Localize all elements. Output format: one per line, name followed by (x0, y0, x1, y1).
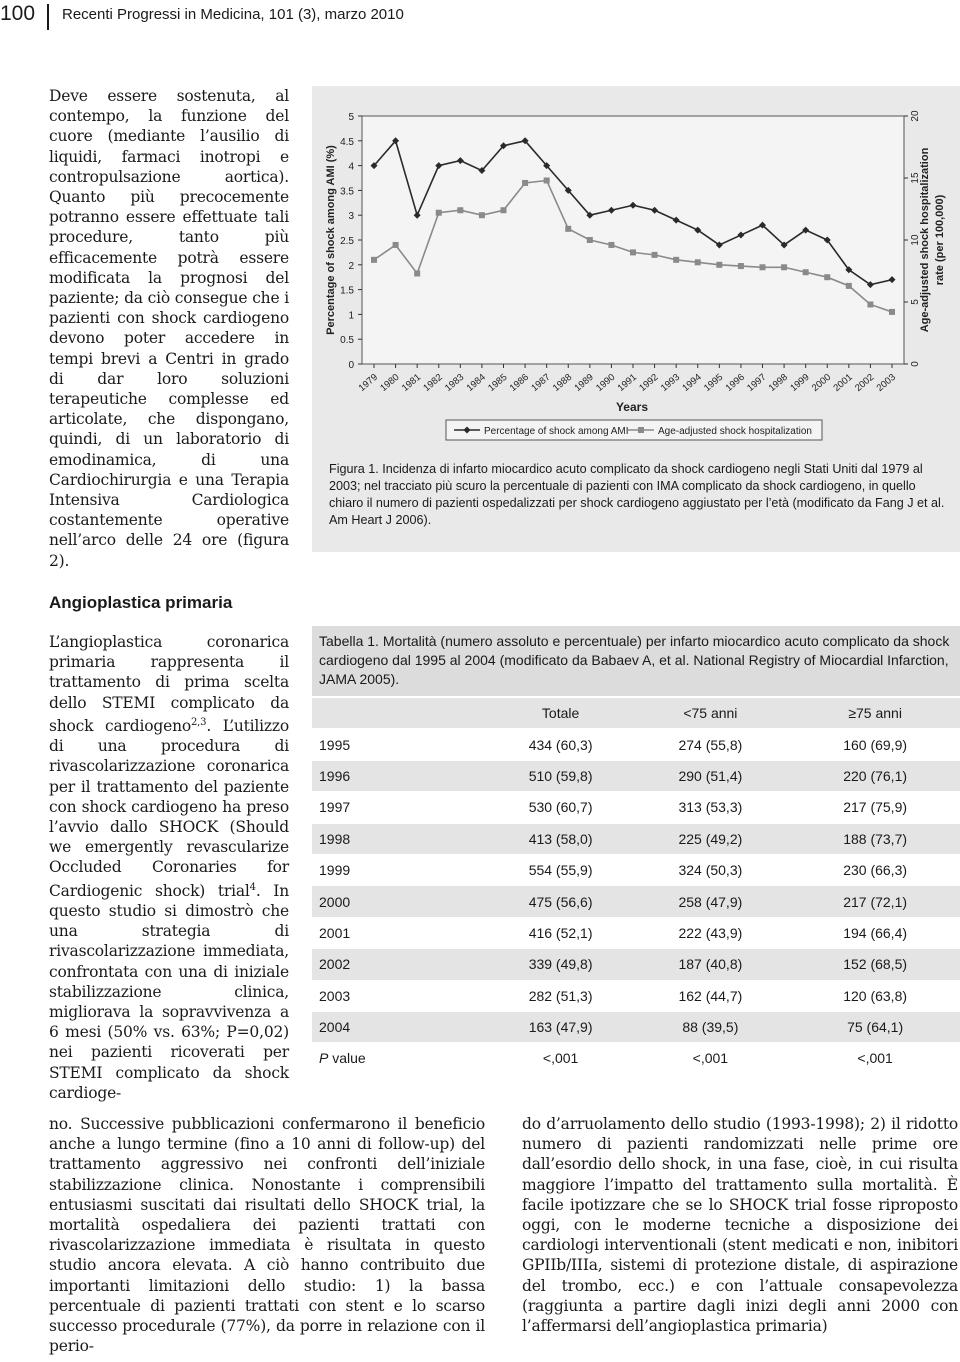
series-2-point (457, 207, 463, 213)
x-axis-tick-label: 1979 (356, 371, 380, 394)
table-cell: 225 (49,2) (678, 830, 743, 847)
x-axis-tick-label: 1999 (788, 371, 812, 394)
left-axis-tick-label: 3 (348, 211, 354, 223)
section-heading: Angioplastica primaria (49, 593, 233, 612)
series-2-point (544, 177, 550, 183)
table-cell: 2004 (319, 1019, 351, 1036)
table-cell: 194 (66,4) (843, 924, 908, 941)
body-paragraph-2-part-a: L’angioplastica coronarica primaria rappresenta il trattamento di prima scelta dello STEMI complicato da shock cardiogeno (49, 633, 289, 735)
table-cell: 339 (49,8) (528, 956, 593, 973)
table-row (312, 980, 960, 1011)
x-axis-tick-label: 1988 (550, 371, 575, 394)
table-cell: 1995 (319, 736, 351, 753)
x-axis-tick-label: 1994 (680, 371, 704, 394)
table-header-row (312, 698, 960, 729)
table-cell: 2000 (319, 893, 351, 910)
left-axis-tick-label: 4.5 (340, 136, 354, 148)
left-axis-tick-label: 2 (348, 260, 354, 272)
table-cell: 554 (55,9) (528, 862, 593, 879)
citation-superscript: 2,3 (191, 716, 207, 728)
table-row (312, 886, 960, 917)
table-cell: 313 (53,3) (678, 799, 743, 816)
series-2-point (587, 237, 593, 243)
table-cell: 217 (75,9) (843, 799, 908, 816)
right-axis-tick-label: 20 (910, 110, 921, 122)
x-axis-tick-label: 2001 (831, 371, 855, 394)
series-2-point (652, 252, 658, 258)
x-axis-tick-label: 1982 (421, 371, 445, 394)
table-cell: 324 (50,3) (678, 862, 743, 879)
x-axis-title: Years (615, 400, 649, 414)
right-axis-tick-label: 5 (910, 299, 921, 305)
series-2-point (522, 180, 528, 186)
x-axis-tick-label: 1996 (723, 371, 747, 394)
left-axis-tick-label: 2.5 (340, 236, 354, 247)
x-axis-tick-label: 1992 (637, 371, 661, 394)
x-axis-tick-label: 1991 (615, 371, 639, 394)
table-cell: 163 (47,9) (528, 1019, 593, 1036)
series-2-point (501, 207, 507, 213)
series-2-point (803, 269, 809, 275)
x-axis-tick-label: 2003 (874, 371, 898, 394)
left-axis-tick-label: 5 (348, 112, 354, 123)
table-cell: 120 (63,8) (843, 987, 908, 1004)
table-cell (312, 1043, 491, 1074)
table-cell: 88 (39,5) (682, 1019, 739, 1036)
table-cell: 162 (44,7) (678, 987, 743, 1004)
table-cell: 152 (68,5) (843, 956, 908, 973)
plot-frame (362, 116, 904, 364)
right-axis-title-line-1: Age-adjusted shock hospitalization (919, 147, 931, 333)
table-cell: <,001 (857, 1050, 893, 1067)
mortality-table (312, 697, 960, 1074)
right-axis-tick-label: 0 (910, 361, 921, 367)
table-cell: 217 (72,1) (843, 893, 908, 910)
series-2-point (889, 309, 895, 315)
citation-superscript: 4 (249, 881, 256, 893)
table-row (312, 760, 960, 791)
table-row (312, 854, 960, 885)
shock-incidence-chart (312, 86, 960, 456)
left-axis-tick-label: 0 (348, 360, 354, 371)
series-2-point (824, 274, 830, 280)
table-row (312, 729, 960, 760)
table-cell: 1996 (319, 767, 351, 784)
x-axis-tick-label: 1987 (529, 371, 553, 394)
legend-label-2: Age-adjusted shock hospitalization (658, 426, 812, 437)
table-cell: 188 (73,7) (843, 830, 908, 847)
table-cell: 413 (58,0) (528, 830, 593, 847)
table-cell: 510 (59,8) (528, 767, 593, 784)
x-axis-tick-label: 1993 (658, 371, 683, 394)
pvalue-italic-label: P (319, 1050, 329, 1067)
legend-marker-2 (638, 427, 644, 433)
table-header-cell: Totale (541, 705, 580, 722)
x-axis-tick-label: 1995 (701, 371, 726, 394)
left-axis-tick-label: 1 (348, 310, 354, 322)
x-axis-tick-label: 1986 (507, 371, 532, 394)
series-2-point (781, 264, 787, 270)
body-paragraph-3: no. Successive pubblicazioni confermarono il beneficio anche a lungo termine (fino a 10 anni di follow-up) del trattamento aggressivo nei confronti dell’iniziale stabilizzazione clinica. Nonostante i comprensibili entusiasmi suscitati dai risultati dello SHOCK trial, la mortalità ospedaliera dei pazienti trattati con rivascolarizzazione immediata è risultata in questo studio ancora elevata. A ciò hanno contribuito due importanti limitazioni dello studio: 1) la bassa percentuale di pazienti trattati con stent e lo scarso successo procedurale (77%), da porre in relazione con il perio- (49, 1115, 485, 1356)
table-cell: 2002 (319, 956, 351, 973)
table-cell: <,001 (542, 1050, 579, 1067)
x-axis-tick-label: 2002 (853, 371, 877, 394)
table-cell: 290 (51,4) (678, 767, 743, 784)
series-2-point (846, 283, 852, 289)
left-axis-tick-label: 0.5 (340, 335, 354, 347)
series-2-point (479, 212, 485, 218)
table-row (312, 917, 960, 948)
body-paragraph-4: do d’arruolamento dello studio (1993-1998); 2) il ridotto numero di pazienti randomizzati nelle prime ore dall’esordio dello shock, in una fase, cioè, in cui risulta maggiore l’impatto del trattamento sulla mortalità. È facile ipotizzare che se lo SHOCK trial fosse riproposto oggi, con le moderne tecniche a disposizione dei cardiologi interventionali (stent medicati e non, inibitori GPIIb/IIIa, sistemi di protezione distale, di aspirazione del trombo, ecc.) e con l’attuale consapevolezza (raggiunta a partire dagli inizi degli anni 2000 con l’affermarsi dell’angioplastica primaria) (522, 1115, 958, 1336)
x-axis-tick-label: 1980 (378, 371, 402, 394)
table-cell: 475 (56,6) (528, 893, 593, 910)
series-2-point (673, 257, 679, 263)
table-header-cell: <75 anni (683, 705, 738, 722)
table-row (312, 823, 960, 854)
right-axis-title-line-2: rate (per 100,000) (934, 194, 946, 286)
body-paragraph-2-part-c: . In questo studio si dimostrò che una strategia di rivascolarizzazione immediata, confrontata con una di iniziale stabilizzazione clinica, migliorava la sopravvivenza a 6 mesi (50% vs. 63%; P=0,02) nei pazienti ricoverati per STEMI complicato da shock cardioge- (49, 881, 289, 1102)
series-2-point (371, 257, 377, 263)
journal-title: Recenti Progressi in Medicina, 101 (3), marzo 2010 (62, 6, 404, 23)
series-2-point (760, 264, 766, 270)
table-cell: 230 (66,3) (843, 862, 908, 879)
table-caption-text: Mortalità (numero assoluto e percentuale) per infarto miocardico acuto complicato da shock cardiogeno dal 1995 al 2004 (modificato da Babaev A, et al. National Registry of Miocardial Infarction, JAMA 2005). (319, 633, 950, 687)
table-row (312, 949, 960, 980)
right-axis-tick-label: 15 (910, 172, 921, 184)
table-cell: 274 (55,8) (678, 736, 743, 753)
left-axis-tick-label: 4 (348, 161, 354, 173)
series-2-point (436, 210, 442, 216)
series-2-point (565, 226, 571, 232)
table-caption-label: Tabella 1. (319, 633, 379, 649)
table-cell: 220 (76,1) (843, 767, 908, 784)
x-axis-tick-label: 1989 (572, 371, 596, 394)
table-row-pvalue (312, 1043, 960, 1074)
left-axis-title: Percentage of shock among AMI (%) (325, 145, 337, 335)
series-2-point (608, 242, 614, 248)
table-caption (319, 632, 953, 689)
table-header-cell: ≥75 anni (848, 705, 902, 722)
table-1 (312, 626, 960, 1067)
table-cell: 530 (60,7) (528, 799, 593, 816)
table-cell: 2003 (319, 987, 351, 1004)
x-axis-tick-label: 1985 (486, 371, 510, 394)
pvalue-label: value (328, 1050, 366, 1067)
table-cell: 258 (47,9) (678, 893, 743, 910)
table-cell: 416 (52,1) (528, 924, 593, 941)
table-cell: 1998 (319, 830, 351, 847)
series-2-point (630, 249, 636, 255)
series-2-point (414, 270, 420, 276)
table-cell: 2001 (319, 924, 351, 941)
table-header-cell (312, 698, 491, 729)
right-axis-tick-label: 10 (910, 234, 921, 246)
left-axis-tick-label: 1.5 (340, 285, 354, 297)
figure-1 (312, 86, 960, 552)
left-axis-tick-label: 3.5 (340, 186, 354, 198)
legend-label-1: Percentage of shock among AMI (484, 426, 629, 437)
table-cell: 282 (51,3) (528, 987, 593, 1004)
table-row (312, 1011, 960, 1042)
body-paragraph-2-part-b: . L’utilizzo di una procedura di rivascolarizzazione coronarica per il trattamento del paziente con shock cardiogeno ha preso l’avvio dallo SHOCK (Should we emergently revascularize Occluded Coronaries for Cardiogenic shock) trial (49, 716, 289, 900)
x-axis-tick-label: 1998 (766, 371, 791, 394)
table-cell: 1999 (319, 862, 351, 879)
table-cell: <,001 (692, 1050, 729, 1067)
table-cell: 222 (43,9) (678, 924, 743, 941)
x-axis-tick-label: 1984 (464, 371, 488, 394)
page-number: 100 (0, 2, 36, 25)
x-axis-tick-label: 2000 (809, 371, 834, 394)
series-2-point (695, 259, 701, 265)
table-caption-area (312, 626, 960, 696)
table-cell: 75 (64,1) (847, 1019, 904, 1036)
table-row (312, 792, 960, 823)
x-axis-tick-label: 1981 (399, 371, 424, 394)
x-axis-tick-label: 1990 (594, 371, 618, 394)
body-paragraph-2 (49, 632, 289, 1103)
figure-caption: Figura 1. Incidenza di infarto miocardico acuto complicato da shock cardiogeno negli Stati Uniti dal 1979 al 2003; nel tracciato più scuro la percentuale di pazienti con IMA complicato da shock cardiogeno, in quello chiaro il numero di pazienti ospedalizzati per shock cardiogeno aggiustato per l’età (modificato da Fang J et al. Am Heart J 2006). (329, 462, 945, 527)
chart-plot-area (325, 110, 946, 440)
header-divider (47, 4, 49, 30)
series-2-point (738, 263, 744, 269)
table-cell: 1997 (319, 799, 351, 816)
table-cell: 434 (60,3) (528, 736, 593, 753)
series-2-point (716, 262, 722, 268)
series-2-point (393, 242, 399, 248)
table-cell: 187 (40,8) (678, 956, 743, 973)
series-2-point (867, 301, 873, 307)
table-cell: 160 (69,9) (843, 736, 908, 753)
x-axis-tick-label: 1983 (442, 371, 467, 394)
body-paragraph-1: Deve essere sostenuta, al contempo, la funzione del cuore (mediante l’ausilio di liquidi, farmaci inotropi e contropulsazione aortica). Quanto più precocemente potranno essere effettuate tali procedure, tanto più efficacemente potrà essere modificata la prognosi del paziente; da ciò consegue che i pazienti con shock cardiogeno devono poter accedere in tempi brevi a Centri in grado di dar loro soluzioni terapeutiche complesse ed articolate, che dispongano, quindi, di un laboratorio di emodinamica, di una Cardiochirurgia e una Terapia Intensiva Cardiologica costantemente operative nell’arco delle 24 ore (figura 2). (49, 87, 289, 570)
x-axis-tick-label: 1997 (745, 371, 769, 394)
